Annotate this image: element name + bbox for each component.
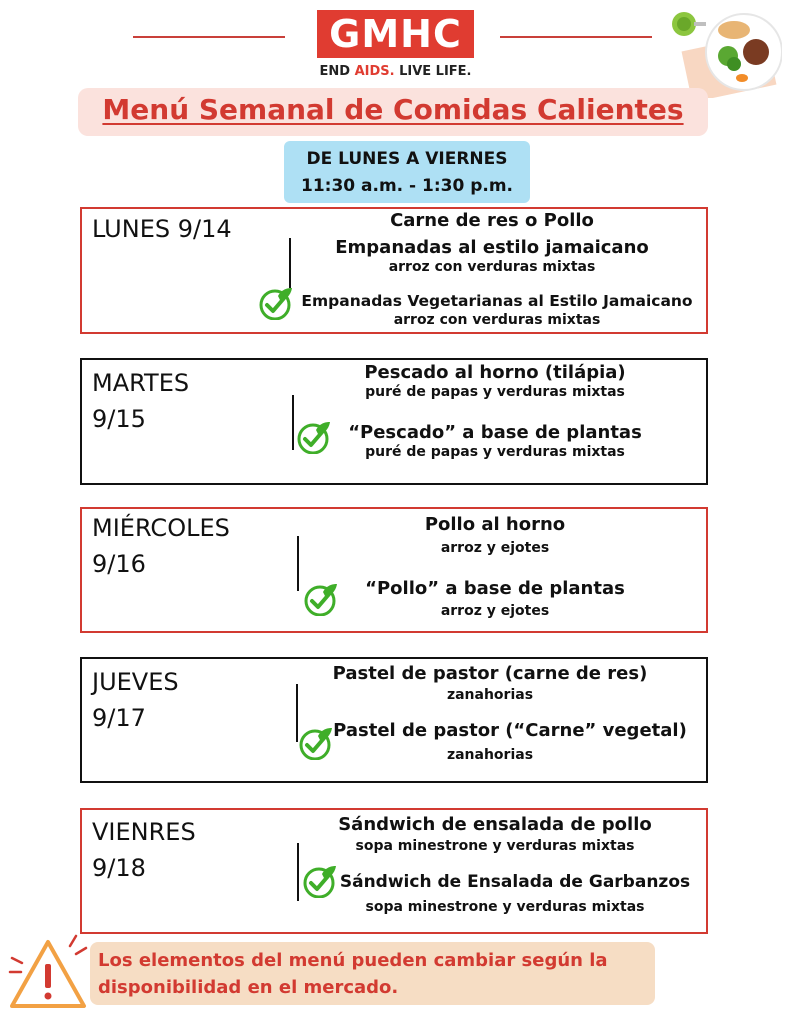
divider-wednesday bbox=[297, 536, 299, 591]
header-rule-left bbox=[133, 36, 285, 38]
day-label-monday: LUNES 9/14 bbox=[92, 215, 232, 243]
side-tuesday-1: puré de papas y verduras mixtas bbox=[365, 384, 625, 400]
divider-friday bbox=[297, 843, 299, 901]
meal-monday-2: Empanadas Vegetarianas al Estilo Jamaicano bbox=[301, 292, 693, 310]
meal-friday-2: Sándwich de Ensalada de Garbanzos bbox=[339, 872, 691, 892]
side-monday-1: arroz con verduras mixtas bbox=[388, 259, 596, 275]
side-thursday-2: zanahorias bbox=[446, 747, 534, 763]
food-plate-icon bbox=[670, 6, 782, 98]
meal-thursday-2: Pastel de pastor (“Carne” vegetal) bbox=[333, 720, 687, 741]
meal-wednesday-1: Pollo al horno bbox=[424, 514, 566, 535]
page-title: Menú Semanal de Comidas Calientes bbox=[102, 93, 684, 126]
warning-icon bbox=[6, 930, 90, 1018]
divider-tuesday bbox=[292, 395, 294, 450]
meal-monday-1: Carne de res o Pollo bbox=[390, 210, 594, 231]
divider-monday bbox=[289, 238, 291, 288]
availability-notice: Los elementos del menú pueden cambiar según la disponibilidad en el mercado. bbox=[98, 950, 608, 998]
side-wednesday-2: arroz y ejotes bbox=[440, 603, 550, 619]
side-friday-2: sopa minestrone y verduras mixtas bbox=[365, 899, 645, 915]
hours-time: 11:30 a.m. - 1:30 p.m. bbox=[300, 176, 514, 196]
meal-friday-1: Sándwich de ensalada de pollo bbox=[338, 814, 652, 835]
meal-tuesday-1: Pescado al horno (tilápia) bbox=[364, 362, 626, 383]
side-friday-1: sopa minestrone y verduras mixtas bbox=[355, 838, 635, 854]
meal-thursday-1: Pastel de pastor (carne de res) bbox=[332, 663, 648, 684]
tagline: END AIDS. LIVE LIFE. bbox=[319, 64, 472, 79]
day-label-wednesday: MIÉRCOLES 9/16 bbox=[92, 514, 230, 578]
day-label-friday: VIENRES 9/18 bbox=[92, 818, 196, 882]
header-rule-right bbox=[500, 36, 652, 38]
day-label-tuesday: MARTES 9/15 bbox=[92, 369, 190, 433]
service-hours bbox=[284, 146, 530, 200]
day-label-thursday: JUEVES 9/17 bbox=[92, 668, 179, 732]
side-tuesday-2: puré de papas y verduras mixtas bbox=[365, 444, 625, 460]
meal-tuesday-2: “Pescado” a base de plantas bbox=[348, 422, 642, 443]
side-wednesday-1: arroz y ejotes bbox=[440, 540, 550, 556]
hours-days: DE LUNES A VIERNES bbox=[306, 149, 508, 169]
meal-wednesday-2: “Pollo” a base de plantas bbox=[365, 578, 625, 599]
meal-monday-1b: Empanadas al estilo jamaicano bbox=[335, 237, 649, 258]
leaf-check-icon bbox=[258, 286, 292, 320]
side-monday-2: arroz con verduras mixtas bbox=[393, 312, 601, 328]
side-thursday-1: zanahorias bbox=[446, 687, 534, 703]
gmhc-logo: GMHC bbox=[317, 10, 474, 58]
